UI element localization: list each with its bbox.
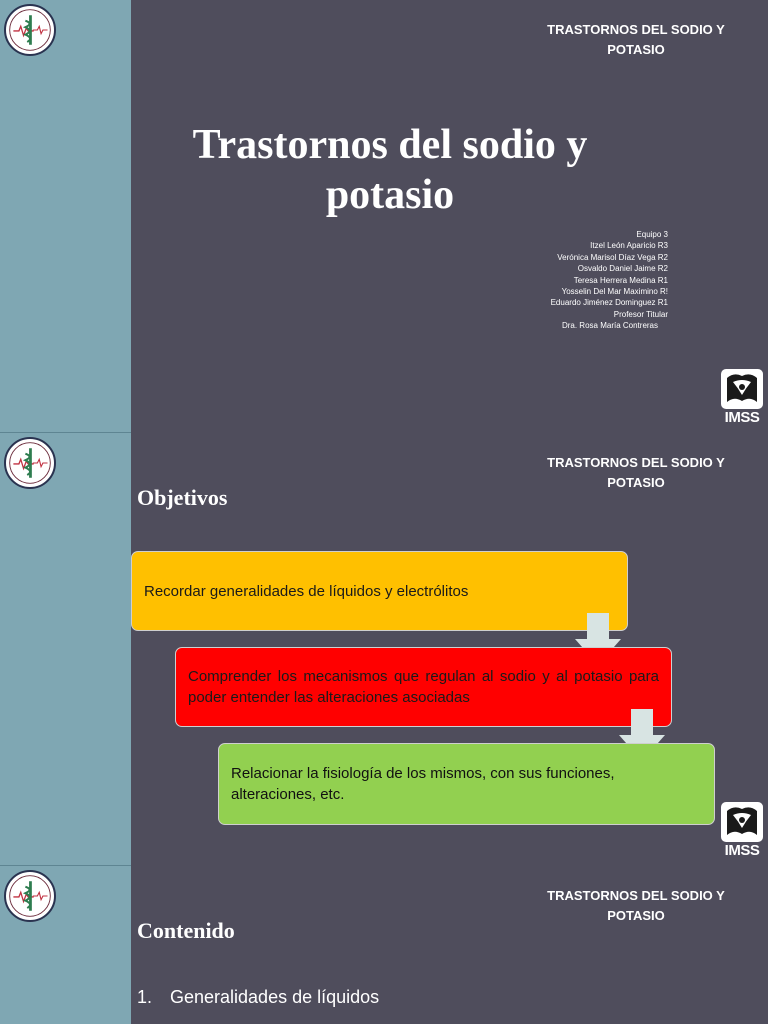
list-item bbox=[137, 987, 379, 1008]
imss-logo-icon bbox=[720, 368, 764, 430]
presentation-title bbox=[150, 120, 630, 220]
credit-line: Itzel León Aparicio R3 bbox=[590, 241, 668, 251]
header-title: TRASTORNOS DEL SODIO Y POTASIO bbox=[547, 22, 725, 57]
section-title: Contenido bbox=[137, 918, 235, 943]
credits-block bbox=[408, 229, 668, 332]
credit-line: Teresa Herrera Medina R1 bbox=[573, 275, 668, 285]
objective-box-1 bbox=[131, 551, 628, 631]
section-title: Objetivos bbox=[137, 485, 228, 510]
imss-logo-icon bbox=[720, 801, 764, 863]
imss-logo-text: IMSS bbox=[724, 409, 760, 426]
sidebar-panel bbox=[0, 0, 131, 432]
objective-text: Comprender los mecanismos que regulan al sodio y al potasio para poder entender las alteraciones asociadas bbox=[188, 668, 659, 706]
header-title: TRASTORNOS DEL SODIO Y POTASIO bbox=[547, 888, 725, 923]
medical-emblem-icon bbox=[4, 437, 56, 489]
credit-line: Osvaldo Daniel Jaime R2 bbox=[577, 264, 668, 274]
list-item-text: Generalidades de líquidos bbox=[170, 987, 380, 1007]
imss-logo-text: IMSS bbox=[724, 842, 760, 859]
credit-line: Dra. Rosa María Contreras bbox=[561, 321, 658, 331]
objective-text: Relacionar la fisiología de los mismos, con sus funciones, alteraciones, etc. bbox=[231, 765, 615, 803]
medical-emblem-icon bbox=[4, 870, 56, 922]
objective-text: Recordar generalidades de líquidos y electrólitos bbox=[144, 582, 469, 600]
credit-line: Verónica Marisol Díaz Vega R2 bbox=[557, 252, 668, 262]
medical-emblem-icon bbox=[4, 4, 56, 56]
credit-line: Profesor Titular bbox=[613, 309, 668, 319]
slide-title bbox=[0, 0, 768, 432]
title-line-1: Trastornos del sodio y bbox=[192, 122, 588, 168]
credit-line: Equipo 3 bbox=[636, 230, 668, 239]
header-title: TRASTORNOS DEL SODIO Y POTASIO bbox=[547, 455, 725, 490]
sidebar-panel bbox=[0, 433, 131, 865]
credit-line: Eduardo Jiménez Dominguez R1 bbox=[550, 298, 668, 308]
title-line-2: potasio bbox=[325, 172, 455, 218]
credit-line: Yosselin Del Mar Maximino R! bbox=[561, 287, 668, 297]
list-item-number: 1. bbox=[137, 987, 153, 1007]
objective-box-3 bbox=[218, 743, 715, 825]
slide-content bbox=[0, 866, 768, 1024]
objective-box-2 bbox=[175, 647, 672, 727]
